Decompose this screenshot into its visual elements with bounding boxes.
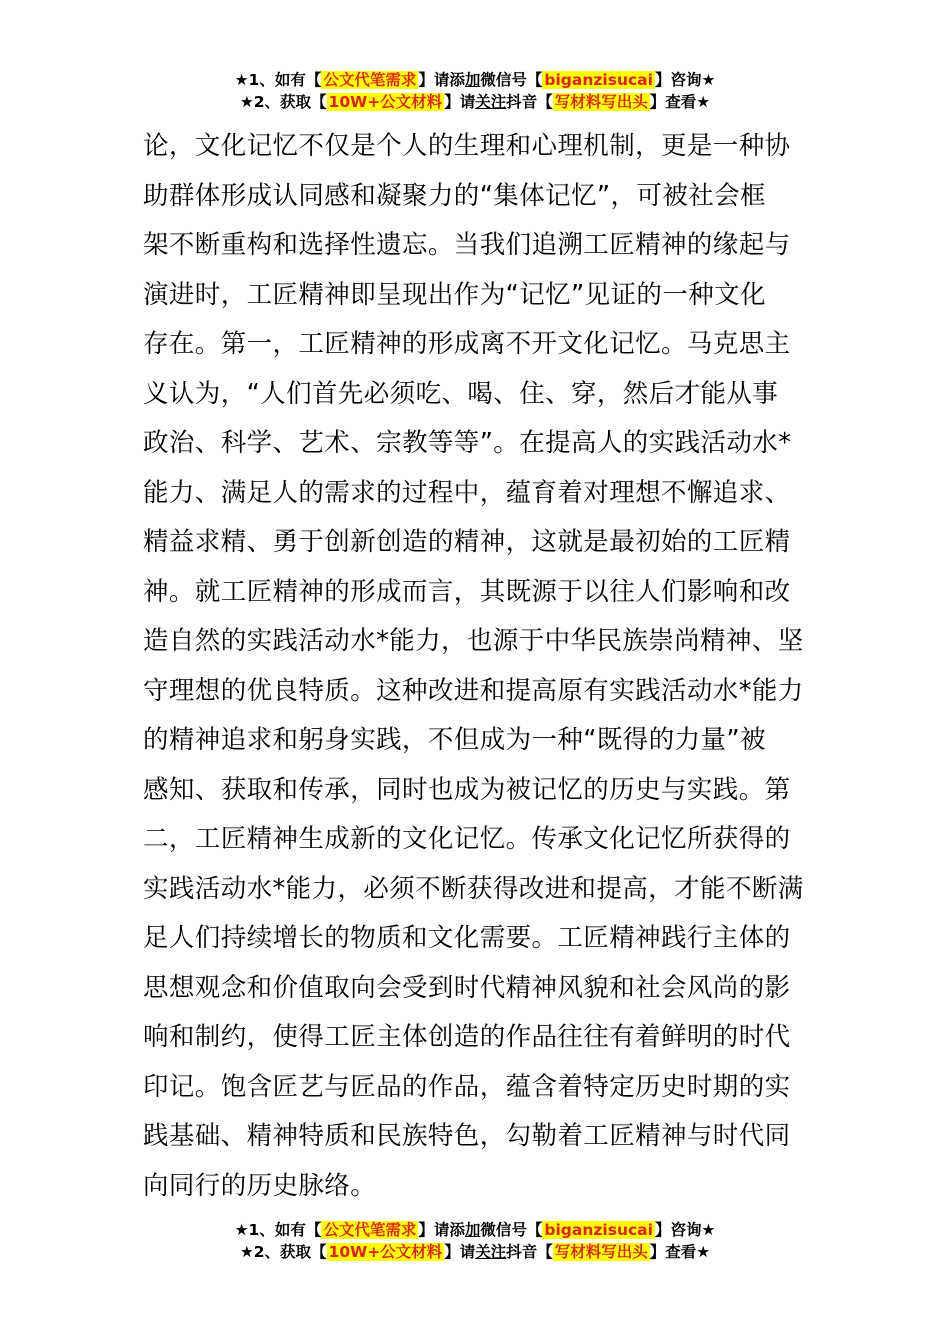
banner-text: ★2、获取【 xyxy=(239,93,327,111)
banner-text: 微信号【 xyxy=(480,71,543,89)
body-line: 二，工匠精神生成新的文化记忆。传承文化记忆所获得的 xyxy=(143,824,791,854)
body-line: 助群体形成认同感和凝聚力的“集体记忆”，可被社会框 xyxy=(143,180,766,211)
banner-underline: 加 xyxy=(464,1221,481,1239)
banner-text: 】咨询★ xyxy=(654,71,716,89)
body-line: 演进时，工匠精神即呈现出作为“记忆”见证的一种文化 xyxy=(143,279,766,310)
banner-highlight-materials: 10W+公文材料 xyxy=(328,1243,443,1261)
body-line: 义认为，“人们首先必须吃、喝、住、穿，然后才能从事 xyxy=(143,378,779,409)
banner-underline: 关注 xyxy=(475,1243,507,1261)
banner-line-1 xyxy=(0,1219,950,1241)
body-line: 的精神追求和躬身实践，不但成为一种“既得的力量”被 xyxy=(143,725,766,755)
banner-highlight-wechat-id: biganzisucai xyxy=(544,1221,653,1239)
banner-highlight-service: 公文代笔需求 xyxy=(323,71,417,89)
body-line: 实践活动水*能力，必须不断获得改进和提高，才能不断满 xyxy=(143,873,804,904)
banner-text: ★1、如有【 xyxy=(234,71,322,89)
body-line: 向同行的历史脉络。 xyxy=(143,1170,377,1201)
header-banner xyxy=(0,69,950,113)
banner-underline: 关注 xyxy=(475,93,507,111)
body-line: 论，文化记忆不仅是个人的生理和心理机制，更是一种协 xyxy=(143,131,791,161)
banner-text: 】查看★ xyxy=(649,93,711,111)
banner-text: 】查看★ xyxy=(649,1243,711,1261)
banner-text: 】咨询★ xyxy=(654,1221,716,1239)
body-line: 精益求精、勇于创新创造的精神，这就是最初始的工匠精 xyxy=(143,527,791,557)
banner-text: 】请 xyxy=(444,1243,476,1261)
banner-text: 】请 xyxy=(444,93,476,111)
body-line: 能力、满足人的需求的过程中，蕴育着对理想不懈追求、 xyxy=(143,477,791,508)
body-line: 神。就工匠精神的形成而言，其既源于以往人们影响和改 xyxy=(143,576,791,607)
banner-line-2 xyxy=(0,1241,950,1263)
banner-text: 】请添 xyxy=(418,71,465,89)
banner-text: 抖音【 xyxy=(506,93,553,111)
body-line: 感知、获取和传承，同时也成为被记忆的历史与实践。第 xyxy=(143,774,791,805)
banner-text: 微信号【 xyxy=(480,1221,543,1239)
body-line: 架不断重构和选择性遗忘。当我们追溯工匠精神的缘起与 xyxy=(143,230,791,260)
body-line: 思想观念和价值取向会受到时代精神风貌和社会风尚的影 xyxy=(143,972,791,1003)
body-line: 守理想的优良特质。这种改进和提高原有实践活动水*能力 xyxy=(143,675,804,706)
banner-highlight-wechat-id: biganzisucai xyxy=(544,71,653,89)
banner-text: 抖音【 xyxy=(506,1243,553,1261)
banner-line-2 xyxy=(0,91,950,113)
body-line: 响和制约，使得工匠主体创造的作品往往有着鲜明的时代 xyxy=(143,1022,791,1052)
footer-banner xyxy=(0,1219,950,1263)
banner-text: ★2、获取【 xyxy=(239,1243,327,1261)
body-line: 印记。饱含匠艺与匠品的作品，蕴含着特定历史时期的实 xyxy=(143,1071,791,1102)
banner-highlight-douyin: 写材料写出头 xyxy=(554,1243,648,1261)
banner-highlight-materials: 10W+公文材料 xyxy=(328,93,443,111)
body-line: 存在。第一，工匠精神的形成离不开文化记忆。马克思主 xyxy=(143,329,791,359)
body-line: 足人们持续增长的物质和文化需要。工匠精神践行主体的 xyxy=(143,923,791,953)
banner-highlight-service: 公文代笔需求 xyxy=(323,1221,417,1239)
banner-underline: 加 xyxy=(464,71,481,89)
banner-highlight-douyin: 写材料写出头 xyxy=(554,93,648,111)
banner-text: 】请添 xyxy=(418,1221,465,1239)
body-line: 践基础、精神特质和民族特色，勾勒着工匠精神与时代同 xyxy=(143,1121,791,1151)
body-line: 造自然的实践活动水*能力，也源于中华民族崇尚精神、坚 xyxy=(143,626,804,656)
banner-line-1 xyxy=(0,69,950,91)
banner-text: ★1、如有【 xyxy=(234,1221,322,1239)
body-line: 政治、科学、艺术、宗教等等”。在提高人的实践活动水* xyxy=(143,428,792,458)
body-paragraph xyxy=(143,122,807,1211)
